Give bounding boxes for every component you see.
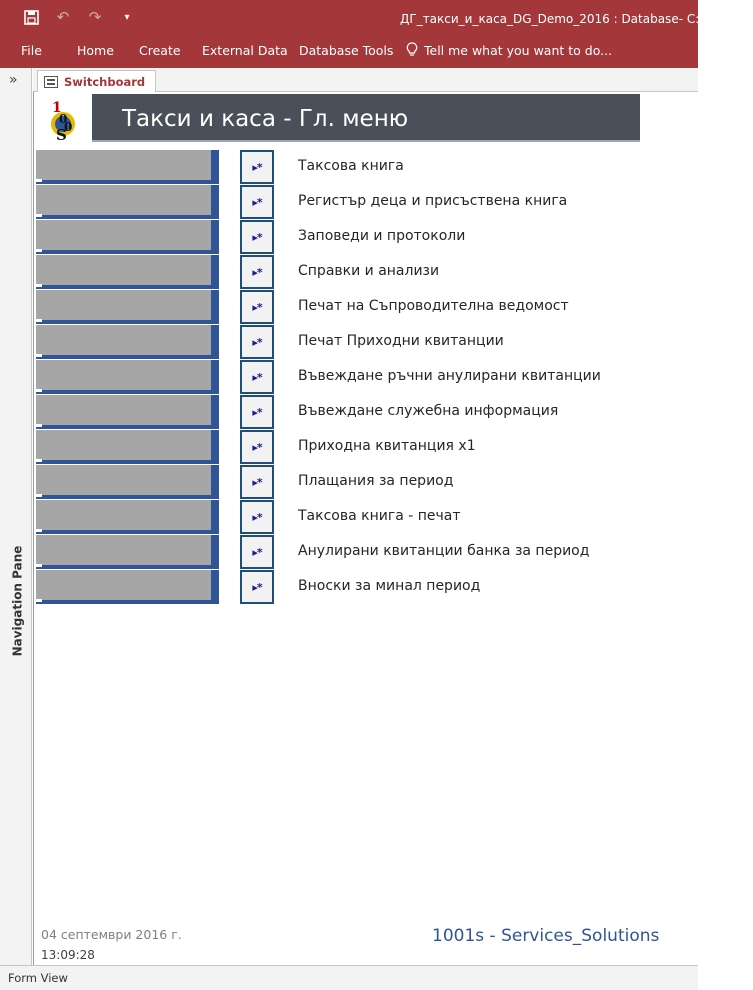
tab-switchboard[interactable] xyxy=(37,70,156,93)
tab-switchboard-label: Switchboard xyxy=(64,75,146,89)
switchboard-item-label[interactable]: Справки и анализи xyxy=(298,263,440,279)
row-block-tick xyxy=(36,564,42,567)
row-block-border-right xyxy=(211,535,219,569)
row-block-fill xyxy=(36,535,211,565)
row-block-border-bottom xyxy=(36,460,219,464)
switchboard-form xyxy=(33,92,698,965)
row-block-fill xyxy=(36,220,211,250)
row-block-border-bottom xyxy=(36,180,219,184)
row-block-border-bottom xyxy=(36,320,219,324)
switchboard-item-label[interactable]: Приходна квитанция х1 xyxy=(298,438,476,454)
row-block xyxy=(36,430,219,462)
row-block-border-right xyxy=(211,430,219,464)
switchboard-button[interactable] xyxy=(240,465,274,499)
row-block xyxy=(36,220,219,252)
switchboard-button[interactable] xyxy=(240,150,274,184)
row-block-border-bottom xyxy=(36,390,219,394)
button-arrow-icon: ▸* xyxy=(252,300,262,314)
switchboard-button[interactable] xyxy=(240,535,274,569)
row-block-tick xyxy=(36,389,42,392)
header-band xyxy=(92,94,640,142)
row-block-fill xyxy=(36,395,211,425)
switchboard-button[interactable] xyxy=(240,360,274,394)
customize-icon[interactable]: ▾ xyxy=(124,11,130,23)
row-block-border-right xyxy=(211,465,219,499)
row-block-fill xyxy=(36,325,211,355)
button-arrow-icon: ▸* xyxy=(252,440,262,454)
tab-home[interactable]: Home xyxy=(77,43,114,58)
title-bar xyxy=(0,0,753,36)
button-arrow-icon: ▸* xyxy=(252,510,262,524)
switchboard-button[interactable] xyxy=(240,395,274,429)
row-block-border-bottom xyxy=(36,250,219,254)
lightbulb-icon xyxy=(406,42,418,58)
row-block-fill xyxy=(36,500,211,530)
expand-nav-icon[interactable]: » xyxy=(9,72,18,88)
window-title: ДГ_такси_и_каса_DG_Demo_2016 : Database- C:\1001s\C xyxy=(400,12,753,26)
row-block-border-bottom xyxy=(36,285,219,289)
button-arrow-icon: ▸* xyxy=(252,160,262,174)
navigation-pane-label-box[interactable] xyxy=(3,546,31,656)
footer-date: 04 септември 2016 г. xyxy=(41,927,182,942)
status-view-label: Form View xyxy=(8,971,68,985)
button-arrow-icon: ▸* xyxy=(252,405,262,419)
navigation-pane xyxy=(0,68,32,965)
row-block xyxy=(36,465,219,497)
row-block-border-bottom xyxy=(36,215,219,219)
switchboard-item-label[interactable]: Регистър деца и присъствена книга xyxy=(298,193,568,209)
row-block-tick xyxy=(36,249,42,252)
row-block-fill xyxy=(36,150,211,180)
switchboard-button[interactable] xyxy=(240,325,274,359)
tell-me-box[interactable] xyxy=(406,42,612,58)
button-arrow-icon: ▸* xyxy=(252,195,262,209)
switchboard-button[interactable] xyxy=(240,570,274,604)
switchboard-item-label[interactable]: Въвеждане ръчни анулирани квитанции xyxy=(298,368,601,384)
row-block-fill xyxy=(36,430,211,460)
document-tab-strip xyxy=(33,68,698,92)
row-block-border-right xyxy=(211,360,219,394)
row-block-tick xyxy=(36,214,42,217)
row-block-border-right xyxy=(211,500,219,534)
row-block-border-right xyxy=(211,255,219,289)
switchboard-item-label[interactable]: Таксова книга - печат xyxy=(298,508,461,524)
row-block-tick xyxy=(36,284,42,287)
button-arrow-icon: ▸* xyxy=(252,545,262,559)
row-block xyxy=(36,325,219,357)
switchboard-item-label[interactable]: Плащания за период xyxy=(298,473,454,489)
row-block-tick xyxy=(36,424,42,427)
row-block-border-bottom xyxy=(36,600,219,604)
tab-create[interactable]: Create xyxy=(139,43,181,58)
tell-me-text: Tell me what you want to do... xyxy=(424,42,613,58)
row-block-border-bottom xyxy=(36,565,219,569)
quick-access-toolbar xyxy=(22,8,136,26)
svg-text:S: S xyxy=(56,126,67,144)
switchboard-button[interactable] xyxy=(240,290,274,324)
button-arrow-icon: ▸* xyxy=(252,230,262,244)
row-block-border-bottom xyxy=(36,495,219,499)
row-block-tick xyxy=(36,179,42,182)
switchboard-button[interactable] xyxy=(240,255,274,289)
button-arrow-icon: ▸* xyxy=(252,335,262,349)
save-icon[interactable] xyxy=(22,8,40,26)
row-block-border-right xyxy=(211,290,219,324)
button-arrow-icon: ▸* xyxy=(252,265,262,279)
switchboard-item-label[interactable]: Печат Приходни квитанции xyxy=(298,333,504,349)
row-block-tick xyxy=(36,354,42,357)
button-arrow-icon: ▸* xyxy=(252,475,262,489)
switchboard-button[interactable] xyxy=(240,430,274,464)
row-block xyxy=(36,290,219,322)
row-block-fill xyxy=(36,185,211,215)
row-block-tick xyxy=(36,319,42,322)
button-arrow-icon: ▸* xyxy=(252,370,262,384)
switchboard-item-label[interactable]: Въвеждане служебна информация xyxy=(298,403,559,419)
row-block-border-bottom xyxy=(36,425,219,429)
row-block-border-right xyxy=(211,185,219,219)
row-block-border-right xyxy=(211,220,219,254)
switchboard-button[interactable] xyxy=(240,185,274,219)
row-block-border-bottom xyxy=(36,355,219,359)
row-block-tick xyxy=(36,459,42,462)
tab-file[interactable]: File xyxy=(21,43,42,58)
switchboard-item-label[interactable]: Печат на Съпроводителна ведомост xyxy=(298,298,569,314)
switchboard-button[interactable] xyxy=(240,220,274,254)
row-block xyxy=(36,570,219,602)
row-block xyxy=(36,500,219,532)
row-block-tick xyxy=(36,494,42,497)
status-bar xyxy=(0,965,698,990)
ribbon-tabs xyxy=(0,36,698,68)
svg-text:0: 0 xyxy=(64,120,73,134)
row-block-fill xyxy=(36,360,211,390)
switchboard-item-label[interactable]: Таксова книга xyxy=(298,158,404,174)
row-block-tick xyxy=(36,529,42,532)
navigation-pane-label: Navigation Pane xyxy=(10,545,24,657)
svg-text:1: 1 xyxy=(52,100,62,116)
footer-time: 13:09:28 xyxy=(41,948,95,962)
row-block xyxy=(36,360,219,392)
row-block xyxy=(36,395,219,427)
logo-icon xyxy=(46,98,80,142)
row-block-tick xyxy=(36,599,42,602)
row-block-fill xyxy=(36,290,211,320)
footer-company: 1001s - Services_Solutions xyxy=(432,926,660,946)
row-block-fill xyxy=(36,255,211,285)
row-block-border-right xyxy=(211,325,219,359)
row-block-border-right xyxy=(211,395,219,429)
row-block-border-right xyxy=(211,150,219,184)
row-block xyxy=(36,255,219,287)
tab-external-data[interactable]: External Data xyxy=(202,43,288,58)
tab-database-tools[interactable]: Database Tools xyxy=(299,43,394,58)
form-icon xyxy=(44,76,58,88)
undo-icon[interactable]: ↶ xyxy=(56,8,70,26)
switchboard-item-label[interactable]: Заповеди и протоколи xyxy=(298,228,466,244)
redo-icon[interactable]: ↷ xyxy=(88,8,102,26)
svg-text:0: 0 xyxy=(59,112,68,126)
row-block-border-bottom xyxy=(36,530,219,534)
row-block-fill xyxy=(36,465,211,495)
row-block-border-right xyxy=(211,570,219,604)
switchboard-button[interactable] xyxy=(240,500,274,534)
row-block xyxy=(36,150,219,182)
row-block-fill xyxy=(36,570,211,600)
button-arrow-icon: ▸* xyxy=(252,580,262,594)
row-block xyxy=(36,535,219,567)
switchboard-item-label[interactable]: Анулирани квитанции банка за период xyxy=(298,543,590,559)
page-title: Такси и каса - Гл. меню xyxy=(122,106,409,132)
switchboard-item-label[interactable]: Вноски за минал период xyxy=(298,578,481,594)
row-block xyxy=(36,185,219,217)
